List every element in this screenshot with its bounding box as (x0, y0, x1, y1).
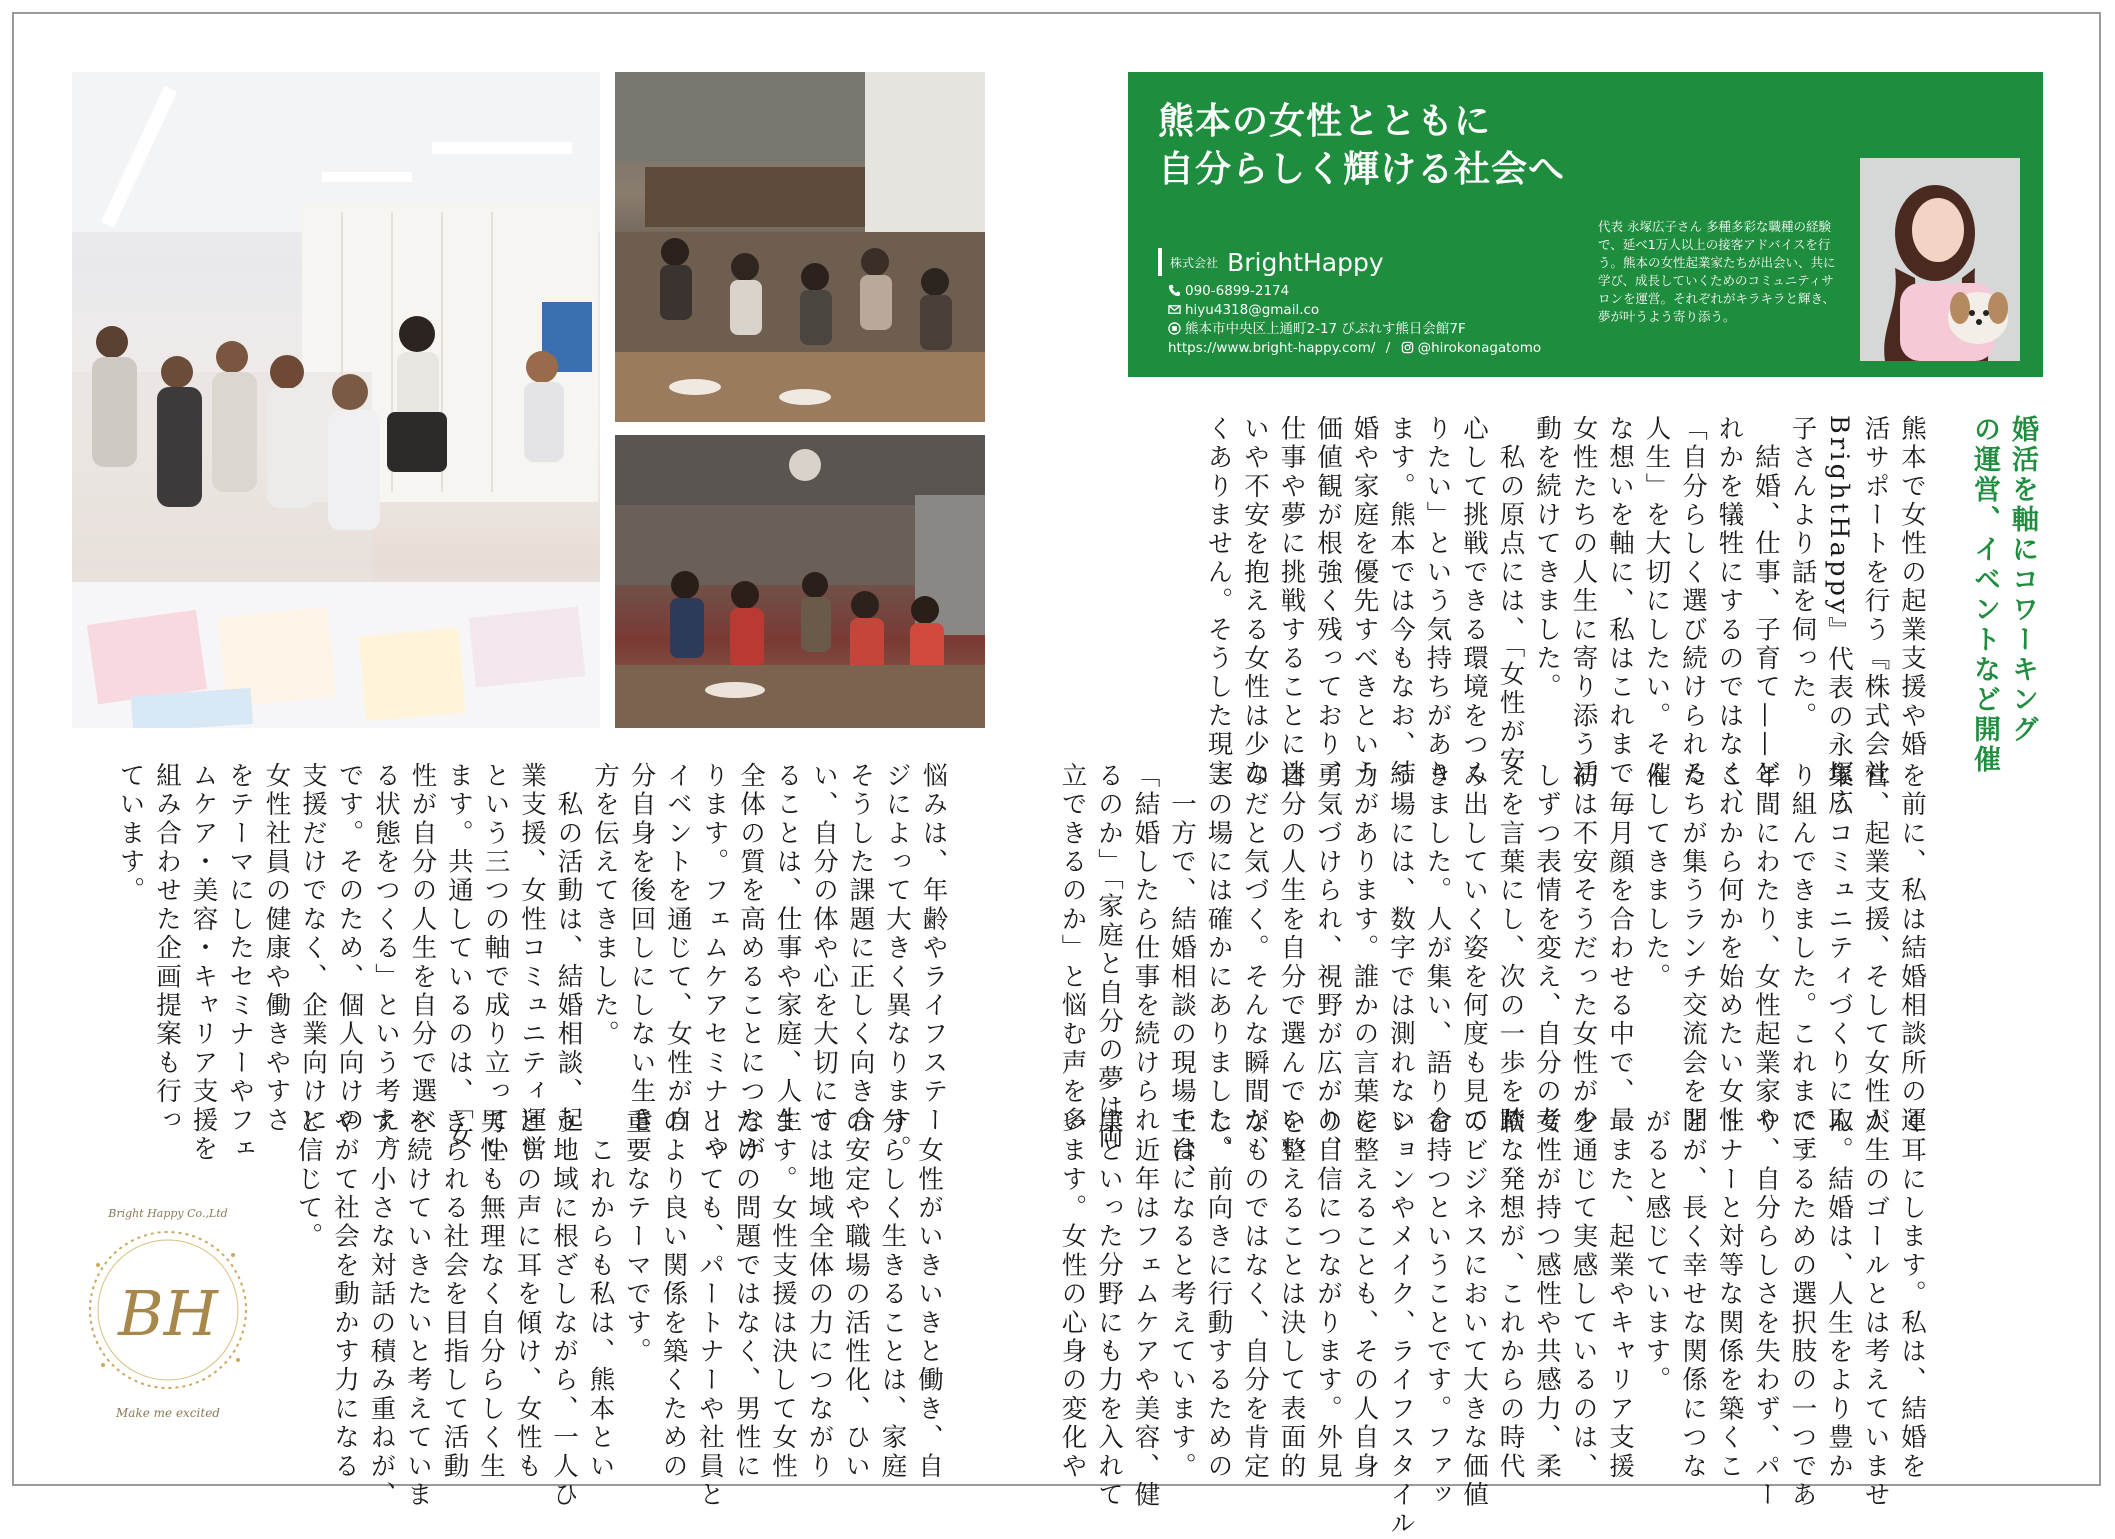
article-line: 「自分らしく選び続けられる (1678, 415, 1708, 789)
article-line: を前に、私は結婚相談所の運 (1897, 762, 1927, 1136)
article-line: るのか」「家庭と自分の夢は両 (1094, 762, 1124, 1152)
article-line: り、自分らしさを失わず、パー (1751, 1108, 1781, 1510)
article-line: な想いを軸に、私はこれまで (1605, 415, 1635, 789)
article-line: います。女性の心身の変化や (1057, 1108, 1088, 1482)
article-line: う地域に根ざしながら、一人ひ (549, 1108, 579, 1510)
article-line: 重要なテーマです。 (622, 1108, 652, 1367)
web-line: https://www.bright-happy.com/ / @hirokonagatomo (1168, 340, 1542, 356)
article-line: ん。結婚は、人生をより豊か (1824, 1108, 1854, 1482)
article-subheading (1965, 415, 2041, 775)
article-line: 女性が持つ感性や共感力、柔 (1532, 1108, 1562, 1482)
article-line: を持つということです。ファッ (1422, 1108, 1453, 1510)
instagram-handle[interactable]: @hirokonagatomo (1417, 340, 1542, 356)
article-line: を通じて実感しているのは、 (1568, 1108, 1599, 1482)
article-line: 女性たちの人生に寄り添う活 (1568, 415, 1599, 789)
article-line: 心して挑戦できる環境をつく (1459, 415, 1489, 789)
article-line: い、自分の体や心を大切にす (809, 762, 839, 1136)
article-line: 人生のゴールとは考えていませ (1860, 1108, 1891, 1510)
article-line: しずつ表情を変え、自分の考 (1532, 762, 1562, 1136)
article-line: 分らしく生きることは、家庭 (877, 1108, 908, 1482)
article-line: 毎月顔を合わせる中で、最 (1605, 762, 1635, 1136)
article-line: る状態をつくる」という考え方 (371, 762, 401, 1164)
article-line: の自信につながります。外見 (1313, 1108, 1343, 1482)
website-link[interactable]: https://www.bright-happy.com/ (1168, 340, 1376, 356)
article-line: いや不安を抱える女性は少な (1240, 415, 1270, 789)
article-line: 私の原点には、「女性が安 (1495, 415, 1526, 776)
article-line: 動を続けてきました。 (1532, 415, 1562, 702)
article-line: 婚や家庭を優先すべきという (1349, 415, 1380, 789)
article-block-3 (1054, 1108, 1930, 1539)
headline (1158, 98, 1565, 194)
svg-text:BH: BH (118, 1277, 218, 1350)
article-line: 土台になると考えています。 (1167, 1108, 1197, 1482)
article-line: 性が自分の人生を自分で選べ (407, 762, 438, 1136)
svg-text:Make me excited: Make me excited (116, 1406, 220, 1420)
article-line: ます。熊本では今もなお、結 (1386, 415, 1416, 789)
article-line: 男性も無理なく自分らしく生 (476, 1108, 506, 1482)
cafe-event-photo-top (615, 72, 985, 422)
article-line: く耳にします。私は、結婚を (1897, 1108, 1927, 1482)
article-line: 営、起業支援、そして女性が (1860, 762, 1891, 1136)
article-line: なものではなく、自分を肯定 (1240, 1108, 1270, 1482)
article-line: 価値観が根強く残っており、 (1313, 415, 1343, 789)
seminar-photo (72, 72, 600, 728)
article-line: し、前向きに行動するための (1203, 1108, 1234, 1482)
article-line: う場には、数字では測れない (1386, 762, 1416, 1136)
email-line (1168, 301, 1541, 320)
headline-line-1: 熊本の女性とともに (1158, 101, 1492, 142)
article-line: りたい」という気持ちがあり (1422, 415, 1453, 789)
article-line: たちが集うランチ交流会を開 (1678, 762, 1708, 1136)
article-line: そうした課題に正しく向き合 (845, 762, 876, 1136)
article-line: やがて社会を動かす力になる (330, 1108, 360, 1482)
article-line: 活サポートを行う『株式会社 (1860, 415, 1891, 789)
address: 熊本市中央区上通町2-17 びぷれす熊日会館7F (1185, 321, 1466, 337)
article-line: にするための選択肢の一つであ (1787, 1108, 1818, 1510)
article-line: 勇気づけられ、視野が広がり、 (1313, 762, 1343, 1164)
article-line: という三つの軸で成り立ってい (480, 762, 511, 1164)
article-line: 仕事や夢に挑戦することに迷 (1276, 415, 1307, 789)
subheading-line-1: 婚活を軸にコワーキング (2007, 415, 2038, 745)
article-line: す。小さな対話の積み重ねが、 (366, 1108, 397, 1510)
article-line: 近年はフェムケアや美容、健 (1130, 1108, 1161, 1510)
article-line: 結婚、仕事、子育て——ど (1751, 415, 1781, 789)
article-block-5 (290, 1108, 947, 1510)
address-line (1168, 320, 1541, 339)
article-line: のだと気づく。そんな瞬間が、 (1240, 762, 1270, 1164)
article-line: 女性社員の健康や働きやすさ (261, 762, 292, 1136)
representative-profile: 代表 永塚広子さん 多種多彩な職種の経験で、延べ1万人以上の接客アドバイスを行う。熊本の女性起業家たちが出会い、共に学び、成長していくためのコミュニティサロンを運営。それぞれがキラキラと輝き、夢が叶うよう寄り添う。 (1598, 219, 1836, 324)
article-line: 業支援、女性コミュニティ運営 (517, 762, 547, 1164)
article-line: をテーマにしたセミナーやフェ (225, 762, 255, 1164)
article-line: を整えることも、その人自身 (1349, 1108, 1380, 1482)
article-line: 「結婚したら仕事を続けられ (1130, 762, 1161, 1136)
article-block-4 (112, 762, 952, 1164)
article-line: 一方で、結婚相談の現場では、 (1167, 762, 1197, 1193)
representative-portrait (1860, 158, 2020, 361)
article-line: えを言葉にし、次の一歩を踏 (1495, 762, 1526, 1136)
article-line: と信じて。 (293, 1108, 324, 1252)
phone-icon (1168, 284, 1181, 297)
article-line: 私の活動は、結婚相談、起 (553, 762, 584, 1136)
article-line: 自分の人生を自分で選んでいい (1276, 762, 1307, 1164)
subheading-line-2: の運営、イベントなど開催 (1969, 415, 2000, 775)
article-line: とりの声に耳を傾け、女性も (512, 1108, 543, 1482)
article-line: のより良い関係を築くための (658, 1108, 689, 1482)
article-line: 女性がいきいきと働き、自 (914, 1108, 944, 1482)
article-line: 康といった分野にも力を入れて (1094, 1108, 1124, 1510)
article-line: ションやメイク、ライフスタイル (1386, 1108, 1416, 1539)
article-line: です。そのため、個人向けの (334, 762, 365, 1136)
company-prefix: 株式会社 (1170, 256, 1219, 270)
email-address: hiyu4318@gmail.co (1185, 302, 1320, 318)
article-line: トナーと対等な関係を築くこ (1714, 1108, 1745, 1482)
phone-line (1168, 282, 1541, 301)
article-line: 全体の質を高めることにつなが (736, 762, 766, 1164)
article-line: だけの問題ではなく、男性に (731, 1108, 762, 1482)
article-line: 組み合わせた企画提案も行っ (152, 762, 182, 1136)
article-line: ります。フェムケアセミナーや (699, 762, 730, 1164)
article-line: 悩みは、年齢やライフステー (918, 762, 949, 1136)
article-line: 力があります。誰かの言葉に (1349, 762, 1380, 1136)
article-line: のビジネスにおいて大きな価値 (1459, 1108, 1489, 1510)
article-line: 年間にわたり、女性起業家や (1751, 762, 1781, 1136)
article-line: がると感じています。 (1641, 1108, 1672, 1395)
article-line: ます。共通しているのは、「女 (444, 762, 474, 1152)
article-line: きられる社会を目指して活動 (439, 1108, 470, 1482)
article-line: 集うコミュニティづくりに取 (1824, 762, 1854, 1136)
article-line: 立できるのか」と悩む声を多 (1057, 762, 1088, 1136)
article-line: この場には確かにありました。 (1203, 762, 1234, 1164)
article-line: ます。女性支援は決して女性 (768, 1108, 798, 1482)
article-line: BrightHappy』代表の永塚広 (1824, 415, 1854, 818)
article-line: み出していく姿を何度も見て (1459, 762, 1489, 1136)
headline-line-2: 自分らしく輝ける社会へ (1158, 149, 1566, 190)
article-line: を整えることは決して表面的 (1276, 1108, 1307, 1482)
article-line: また、起業やキャリア支援 (1605, 1108, 1635, 1482)
article-line: ています。 (115, 762, 146, 906)
address-icon (1168, 322, 1181, 335)
article-line: の安定や職場の活性化、ひい (841, 1108, 871, 1482)
article-line: くありません。そうした現実 (1203, 415, 1234, 789)
article-line: ジによって大きく異なります。 (882, 762, 912, 1164)
article-line: 分自身を後回しにしない生き (626, 762, 657, 1136)
article-line: 人生」を大切にしたい。そん (1641, 415, 1672, 789)
article-line: これから何かを始めたい女性 (1714, 762, 1745, 1136)
company-name: BrightHappy (1227, 248, 1384, 277)
contact-info (1168, 282, 1541, 358)
brighthappy-logo (68, 1195, 268, 1435)
article-line: ムケア・美容・キャリア支援を (188, 762, 219, 1164)
article-line: 方を伝えてきました。 (590, 762, 620, 1049)
article-line: きました。人が集い、語り合 (1422, 762, 1453, 1136)
article-line: を続けていきたいと考えていま (403, 1108, 433, 1510)
mail-icon (1168, 303, 1181, 316)
article-line: 初は不安そうだった女性が少 (1568, 762, 1599, 1136)
phone-number: 090-6899-2174 (1185, 283, 1290, 299)
article-line: イベントを通じて、女性が自 (663, 762, 693, 1136)
article-line: 子さんより話を伺った。 (1787, 415, 1818, 731)
article-block-1 (1200, 415, 1930, 818)
cafe-event-photo-bottom (615, 435, 985, 728)
company-name-block (1158, 248, 1384, 276)
header-box (1128, 72, 2043, 377)
article-line: り組んできました。これまで三 (1787, 762, 1818, 1164)
article-line: とが、長く幸せな関係につな (1678, 1108, 1708, 1482)
article-line: れかを犠牲にするのではなく、 (1714, 415, 1745, 817)
instagram-icon (1401, 341, 1414, 354)
article-line: ることは、仕事や家庭、人生 (772, 762, 803, 1136)
svg-text:Bright Happy Co.,Ltd: Bright Happy Co.,Ltd (108, 1207, 228, 1220)
article-line: これからも私は、熊本とい (585, 1108, 616, 1482)
article-line: 軟な発想が、これからの時代 (1495, 1108, 1526, 1482)
article-line: 催してきました。 (1641, 762, 1672, 992)
article-line: ては地域全体の力につながり (804, 1108, 835, 1482)
article-line: とっても、パートナーや社員と (695, 1108, 725, 1510)
article-line: 熊本で女性の起業支援や婚 (1897, 415, 1927, 760)
article-line: 支援だけでなく、企業向けに (298, 762, 328, 1136)
